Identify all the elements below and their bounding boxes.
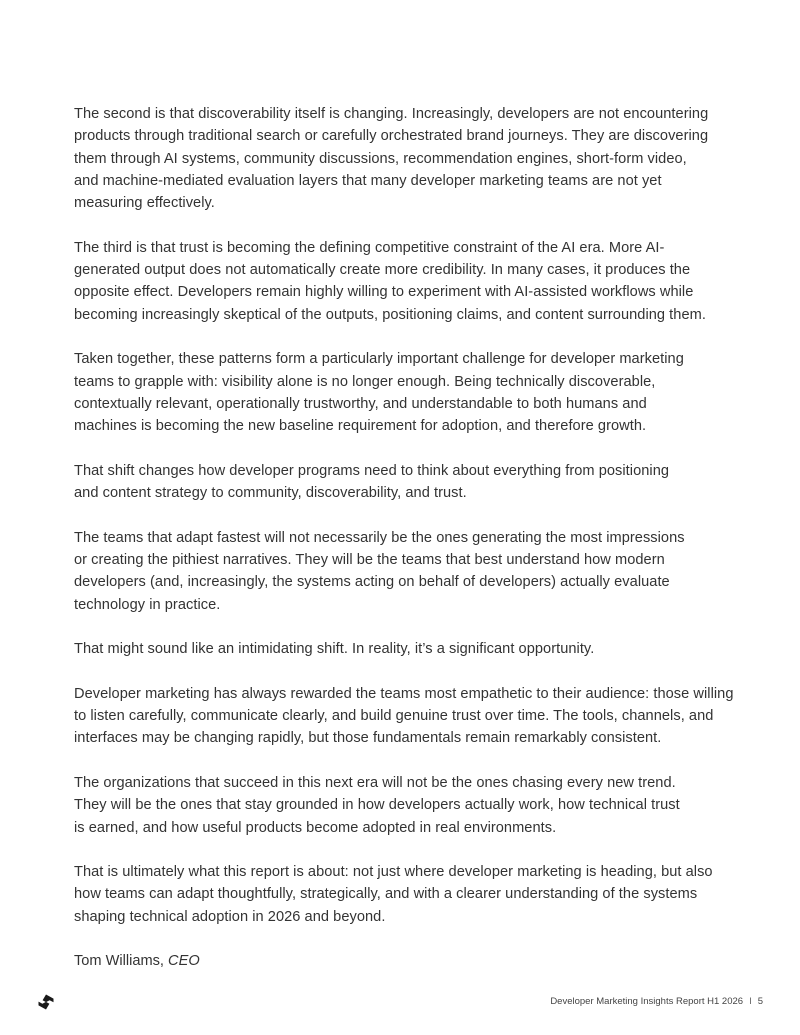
paragraph-line: The second is that discoverability itself is changing. Increasingly, developers are not encountering [74, 106, 709, 122]
paragraph-line: That is ultimately what this report is about: not just where developer marketing is heading, but also [74, 864, 713, 881]
paragraph-line: products through traditional search or carefully orchestrated brand journeys. They are discovering [74, 128, 709, 145]
body-paragraph [74, 103, 734, 214]
paragraph-line: measuring effectively. [74, 195, 215, 212]
paragraph-line: interfaces may be changing rapidly, but those fundamentals remain remarkably consistent. [74, 730, 662, 747]
signature-name: Tom Williams, [74, 953, 169, 970]
paragraph-line: The organizations that succeed in this next era will not be the ones chasing every new trend. [74, 774, 676, 791]
footer-report-title: Developer Marketing Insights Report H1 2026 [550, 996, 744, 1007]
paragraph-line: That shift changes how developer programs need to think about everything from positioning [74, 462, 670, 479]
body-paragraphs [74, 103, 734, 928]
body-paragraph [74, 638, 734, 660]
paragraph-line: or creating the pithiest narratives. They will be the teams that best understand how modern [74, 551, 665, 568]
paragraph-line: shaping technical adoption in 2026 and beyond. [74, 908, 386, 925]
paragraph-line: and content strategy to community, discoverability, and trust. [74, 485, 467, 502]
paragraph-line: how teams can adapt thoughtfully, strategically, and with a clearer understanding of the systems [74, 886, 698, 903]
paragraph-line: generated output does not automatically create more credibility. In many cases, it produces the [74, 262, 691, 279]
body-paragraph [74, 348, 734, 437]
body-paragraph [74, 460, 734, 505]
paragraph-line: opposite effect. Developers remain highly willing to experiment with AI-assisted workflows while [74, 284, 694, 301]
footer-separator: I [749, 996, 752, 1007]
paragraph-line: becoming increasingly skeptical of the outputs, positioning claims, and content surrounding them. [74, 306, 706, 323]
body-paragraph [74, 683, 734, 750]
signature-title: CEO [168, 953, 200, 970]
page-body [74, 103, 734, 973]
signature [74, 950, 734, 972]
brand-logo-icon [37, 994, 55, 1010]
body-paragraph [74, 861, 734, 928]
paragraph-line: Taken together, these patterns form a particularly important challenge for developer marketing [74, 351, 684, 368]
page-footer [550, 996, 763, 1007]
paragraph-line: developers (and, increasingly, the systems acting on behalf of developers) actually evaluate [74, 574, 670, 591]
paragraph-line: is earned, and how useful products become adopted in real environments. [74, 819, 557, 836]
paragraph-line: to listen carefully, communicate clearly, and build genuine trust over time. The tools, channels, and [74, 708, 714, 725]
paragraph-line: That might sound like an intimidating shift. In reality, it’s a significant opportunity. [74, 641, 595, 658]
paragraph-line: machines is becoming the new baseline requirement for adoption, and therefore growth. [74, 418, 647, 435]
paragraph-line: They will be the ones that stay grounded in how developers actually work, how technical trust [74, 797, 680, 814]
paragraph-line: The third is that trust is becoming the defining competitive constraint of the AI era. More AI- [74, 239, 665, 256]
page-number: 5 [757, 996, 763, 1007]
paragraph-line: contextually relevant, operationally trustworthy, and understandable to both humans and [74, 395, 647, 412]
body-paragraph [74, 237, 734, 326]
paragraph-line: and machine-mediated evaluation layers that many developer marketing teams are not yet [74, 172, 662, 189]
body-paragraph [74, 527, 734, 616]
paragraph-line: The teams that adapt fastest will not necessarily be the ones generating the most impressions [74, 529, 685, 546]
paragraph-line: them through AI systems, community discussions, recommendation engines, short-form video, [74, 150, 687, 167]
paragraph-line: Developer marketing has always rewarded the teams most empathetic to their audience: those willing [74, 685, 734, 702]
body-paragraph [74, 772, 734, 839]
paragraph-line: technology in practice. [74, 596, 221, 613]
paragraph-line: teams to grapple with: visibility alone is no longer enough. Being technically discoverable, [74, 373, 656, 390]
